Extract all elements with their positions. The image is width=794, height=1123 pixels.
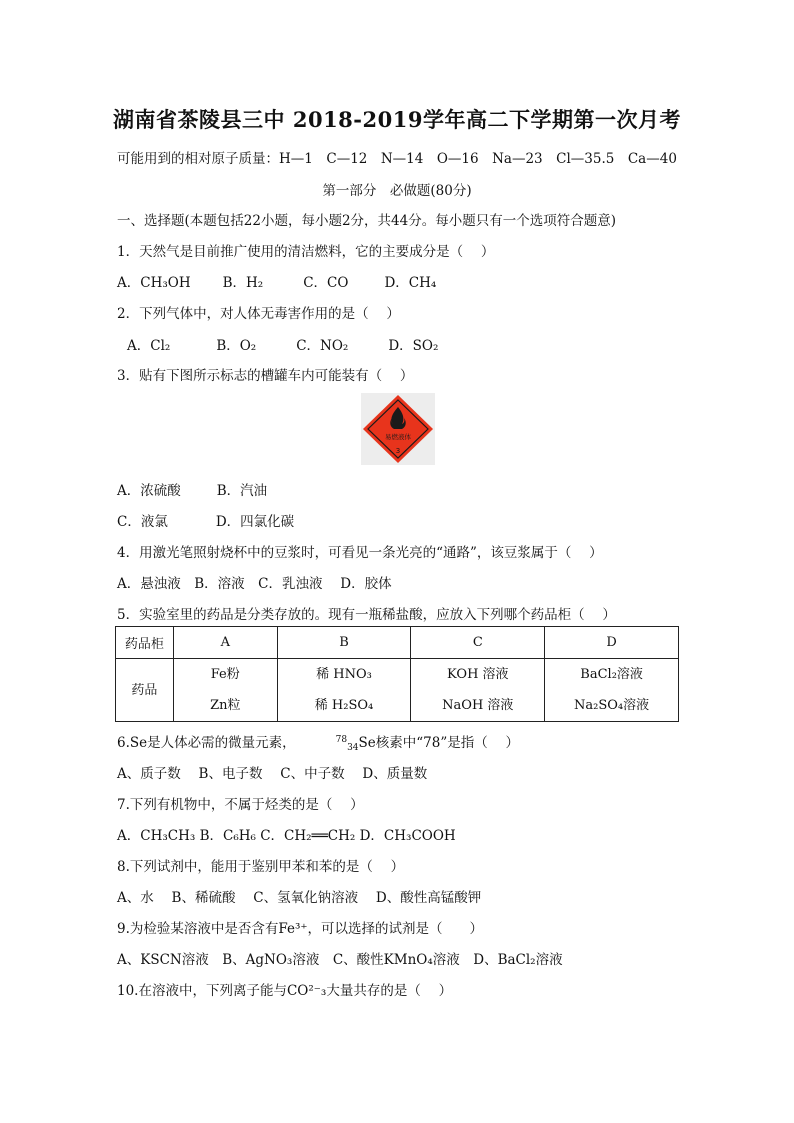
q2-option-d: D．SO₂ bbox=[388, 338, 439, 354]
q4-options: A．悬浊液 B．溶液 C．乳浊液 D．胶体 bbox=[117, 576, 392, 592]
q6-options: A、质子数 B、电子数 C、中子数 D、质量数 bbox=[117, 766, 428, 782]
q2-stem: 2．下列气体中，对人体无毒害作用的是（ ） bbox=[117, 306, 400, 322]
q3-option-b: B．汽油 bbox=[216, 483, 268, 499]
flammable-liquid-sign bbox=[361, 393, 435, 465]
part-heading: 第一部分 必做题(80分) bbox=[322, 183, 472, 199]
sign-class-number: 3 bbox=[395, 447, 401, 455]
cell-item: 稀 H₂SO₄ bbox=[314, 698, 374, 713]
sign-label: 易燃液体 bbox=[385, 433, 411, 441]
table-header-cell: 药品柜 bbox=[116, 627, 174, 659]
q6-stem bbox=[117, 731, 519, 751]
table-cell-d bbox=[545, 659, 679, 722]
table-header-cell: B bbox=[277, 627, 411, 659]
section-heading: 一、选择题(本题包括22小题，每小题2分，共44分。每小题只有一个选项符合题意) bbox=[117, 213, 616, 229]
cell-item: Fe粉 bbox=[210, 667, 240, 682]
table-row bbox=[116, 659, 679, 722]
q1-option-b: B．H₂ bbox=[222, 275, 264, 291]
cell-item: BaCl₂溶液 bbox=[580, 667, 643, 682]
q2-option-a: A．Cl₂ bbox=[127, 338, 171, 354]
q1-stem: 1．天然气是目前推广使用的清洁燃料，它的主要成分是（ ） bbox=[117, 244, 495, 260]
q1-option-c: C．CO bbox=[303, 275, 349, 291]
cell-item: Na₂SO₄溶液 bbox=[574, 698, 650, 713]
cell-item: KOH 溶液 bbox=[447, 667, 509, 682]
q8-stem: 8.下列试剂中，能用于鉴别甲苯和苯的是（ ） bbox=[117, 859, 405, 875]
nuclide-mass-number: 78 bbox=[335, 735, 348, 745]
cell-item: 稀 HNO₃ bbox=[316, 667, 372, 682]
q4-stem: 4．用激光笔照射烧杯中的豆浆时，可看见一条光亮的“通路”，该豆浆属于（ ） bbox=[117, 545, 603, 561]
table-cell-a bbox=[173, 659, 277, 722]
q3-option-c: C．液氯 bbox=[117, 514, 168, 530]
cell-item: Zn粒 bbox=[210, 698, 241, 713]
table-cell-c bbox=[411, 659, 545, 722]
q3-options-row2 bbox=[117, 510, 294, 530]
q9-options: A、KSCN溶液 B、AgNO₃溶液 C、酸性KMnO₄溶液 D、BaCl₂溶液 bbox=[117, 952, 563, 968]
q1-option-d: D．CH₄ bbox=[384, 275, 437, 291]
q9-stem: 9.为检验某溶液中是否含有Fe³⁺，可以选择的试剂是（ ） bbox=[117, 921, 484, 937]
q2-options bbox=[127, 334, 438, 354]
cell-item: NaOH 溶液 bbox=[442, 698, 514, 713]
q1-option-a: A．CH₃OH bbox=[117, 275, 191, 291]
medicine-cabinet-table bbox=[115, 626, 679, 722]
q3-option-d: D．四氯化碳 bbox=[215, 514, 295, 530]
table-header-row bbox=[116, 627, 679, 659]
nuclide-atomic-number: 34 bbox=[347, 743, 359, 753]
table-header-cell: C bbox=[411, 627, 545, 659]
table-row-label: 药品 bbox=[116, 659, 174, 722]
q6-stem-text-2: Se核素中“78”是指（ ） bbox=[358, 735, 520, 751]
q2-option-b: B．O₂ bbox=[216, 338, 257, 354]
q3-options-row1 bbox=[117, 479, 267, 499]
table-header-cell: D bbox=[545, 627, 679, 659]
q7-options: A．CH₃CH₃ B．C₆H₆ C．CH₂══CH₂ D．CH₃COOH bbox=[117, 828, 456, 844]
q3-option-a: A．浓硫酸 bbox=[117, 483, 181, 499]
exam-title: 湖南省茶陵县三中 2018-2019学年高二下学期第一次月考 bbox=[113, 107, 681, 132]
q6-stem-text: 6.Se是人体必需的微量元素， bbox=[117, 735, 296, 751]
q1-options bbox=[117, 271, 436, 291]
q8-options: A、水 B、稀硫酸 C、氢氧化钠溶液 D、酸性高锰酸钾 bbox=[117, 890, 482, 906]
q10-stem: 10.在溶液中，下列离子能与CO²⁻₃大量共存的是（ ） bbox=[117, 983, 453, 999]
atomic-masses: 可能用到的相对原子质量：H—1 C—12 N—14 O—16 Na—23 Cl—35.5 Ca—40 bbox=[117, 151, 677, 167]
table-cell-b bbox=[277, 659, 411, 722]
table-header-cell: A bbox=[173, 627, 277, 659]
q7-stem: 7.下列有机物中，不属于烃类的是（ ） bbox=[117, 797, 364, 813]
q2-option-c: C．NO₂ bbox=[296, 338, 349, 354]
q3-stem: 3．贴有下图所示标志的槽罐车内可能装有（ ） bbox=[117, 368, 414, 384]
q5-stem: 5．实验室里的药品是分类存放的。现有一瓶稀盐酸，应放入下列哪个药品柜（ ） bbox=[117, 607, 616, 623]
